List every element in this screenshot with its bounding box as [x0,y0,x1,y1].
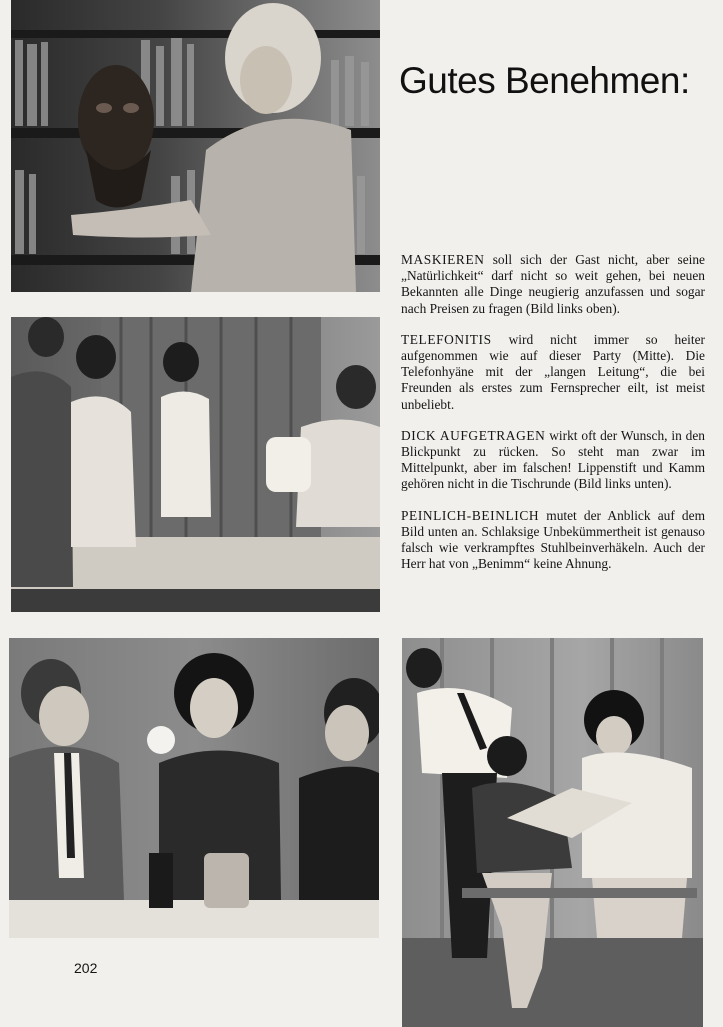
article-text: soll sich der Gast nicht, aber seine „Natürlichkeit“ darf nicht so weit gehen, bei neuen Bekannten alle Dinge neugierig anzufassen und sogar nach Preisen zu fragen (Bild links oben). [401,252,705,316]
article-text: wird nicht immer so heiter aufgenommen wie auf dieser Party (Mitte). Die Telefonhyäne mit der „langen Leitung“, die bei Freunden als erstes zum Fernsprecher eilt, ist meist unbeliebt. [401,331,705,412]
article-text: wirkt oft der Wunsch, in den Blickpunkt zu rücken. So steht man zwar im Mittelpunkt, aber im falschen! Lippenstift und Kamm gehören nicht in die Tischrunde (Bild links unten). [401,427,705,492]
article-dick-aufgetragen [401,428,705,493]
article-telefonitis [401,332,705,413]
photo-table [9,638,379,938]
article-lead: DICK AUFGETRAGEN [401,427,546,443]
article-text: mutet der Anblick auf dem Bild unten an. Schlaksige Unbekümmertheit ist genauso falsch wie verkrampftes Stuhlbeinverhäkeln. Auch der Herr hat von „Benimm“ keine Ahnung. [401,507,705,572]
article-maskieren [401,252,705,317]
photo-telephone [11,317,380,612]
page-title: Gutes Benehmen: [399,60,690,101]
photo-mask [11,0,380,292]
page-number: 202 [74,960,98,976]
article-lead: PEINLICH-BEINLICH [401,507,540,523]
article-lead: TELEFONITIS [401,331,492,347]
article-lead: MASKIEREN [401,252,485,267]
article-column [401,252,705,587]
photo-chairs [402,638,703,1027]
article-peinlich-beinlich [401,508,705,573]
